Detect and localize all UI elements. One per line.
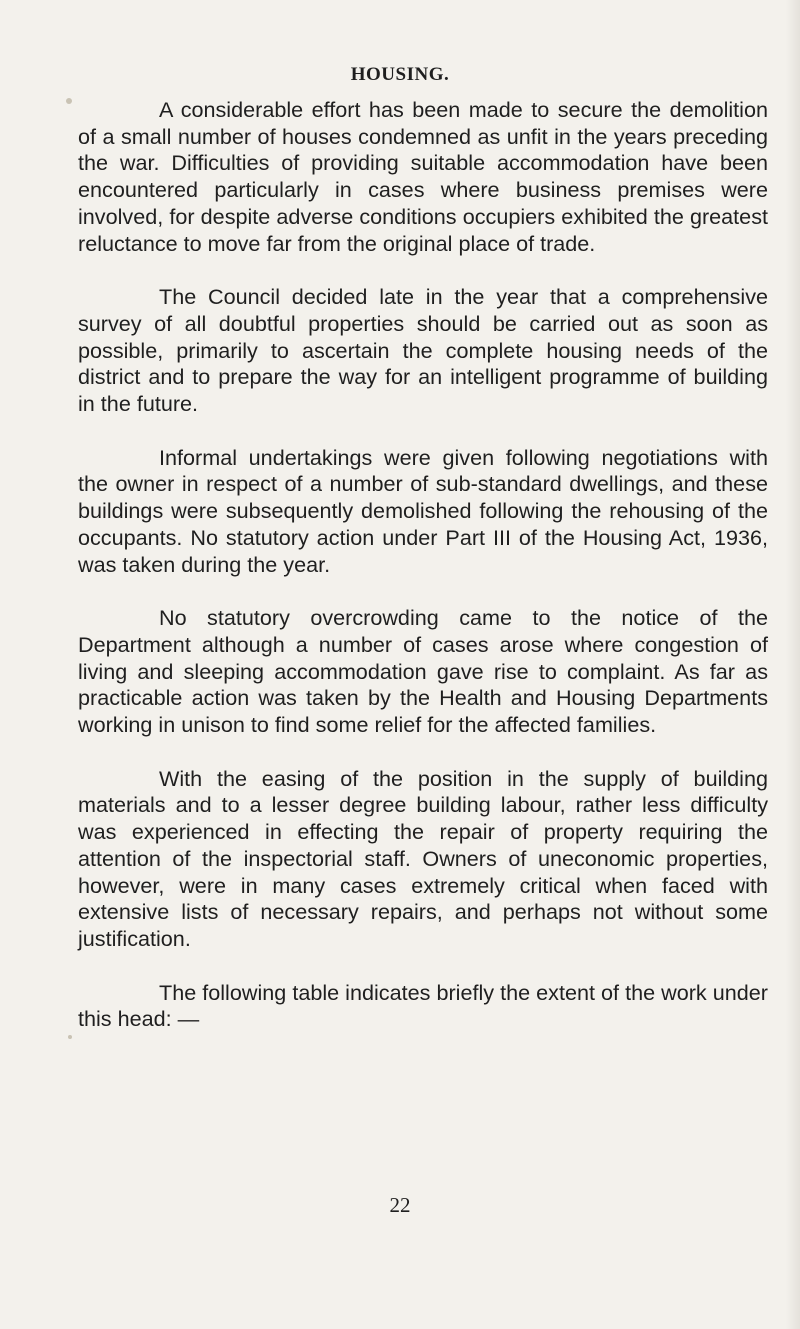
paragraph: The following table indicates briefly the extent of the work under this head: — xyxy=(78,979,768,1032)
paragraph: The Council decided late in the year that a comprehensive survey of all doubtful properties should be carried out as soon as possible, primarily to ascertain the complete housing needs of the district and to prepare the way for an intelligent programme of building in the future. xyxy=(78,284,768,417)
paragraph: No statutory overcrowding came to the notice of the Department although a number of cases arose where congestion of living and sleeping accommodation gave rise to complaint. As far as practicable action was taken by the Health and Housing Departments working in unison to find some relief for the affected families. xyxy=(78,605,768,738)
page-number: 22 xyxy=(389,1193,411,1217)
paper-speck xyxy=(68,1035,72,1039)
body-text xyxy=(78,97,768,1060)
page-edge-shadow xyxy=(786,0,800,1329)
paragraph: A considerable effort has been made to secure the demolition of a small number of houses condemned as unfit in the years preceding the war. Difficulties of providing suitable accommodation have been encountered particularly in cases where business premises were involved, for despite adverse conditions occupiers exhibited the greatest reluctance to move far from the original place of trade. xyxy=(78,97,768,256)
page-heading: HOUSING. xyxy=(350,64,450,85)
paragraph: With the easing of the position in the supply of building materials and to a lesser degree building labour, rather less difficulty was experienced in effecting the repair of property requiring the attention of the inspectorial staff. Owners of uneconomic properties, however, were in many cases extremely critical when faced with extensive lists of necessary repairs, and perhaps not without some justification. xyxy=(78,765,768,951)
paper-speck xyxy=(66,98,72,104)
paragraph: Informal undertakings were given following negotiations with the owner in respect of a number of sub-standard dwellings, and these buildings were subsequently demolished following the rehousing of the occupants. No statutory action under Part III of the Housing Act, 1936, was taken during the year. xyxy=(78,444,768,577)
